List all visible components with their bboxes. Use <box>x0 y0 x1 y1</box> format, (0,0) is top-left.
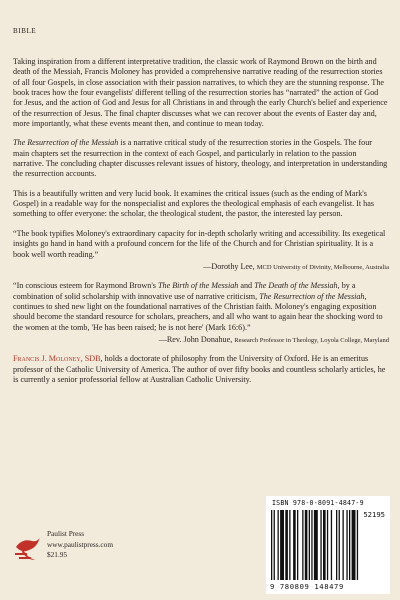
paragraph-study: The Resurrection of the Messiah is a narrative critical study of the resurrection stories in the Gospels. The four main chapters set the resurrection in the context of each Gospel, and particularly in relation to the passion narrative. The concluding chapter discusses relevant issues of history, theology, and interpretation in understanding the resurrection accounts. <box>13 138 388 179</box>
paragraph-summary: Taking inspiration from a different interpretative tradition, the classic work of Raymond Brown on the birth and death of the Messiah, Francis Moloney has provided a comprehensive narrative reading of the resurrection stories of all four Gospels, in close association with their passion narratives, to which they are the stunning response. The book traces how the four evangelists' different telling of the resurrection stories has “narrated” the action of God for Jesus, and the action of God and Jesus for all Christians in and through the early Church's belief and experience of the resurrection of Jesus. The final chapter discusses what we can recover about the events of Easter day and, more importantly, what these events meant then, and continue to mean today. <box>13 57 388 129</box>
endorser-affiliation: MCD University of Divinity, Melbourne, Australia <box>256 263 389 271</box>
endorsement-quote: “In conscious esteem for Raymond Brown's The Birth of the Messiah and The Death of the Messiah, by a combination of solid scholarship with innovative use of narrative criticism, The Resurrection of the Messiah, continues to shed new light on the foundational narratives of the Christian faith. Moloney's engaging exposition should become the standard resource for scholars, preachers, and all who want to again hear the shocking word to the women at the tomb, 'He has been raised; he is not here' (Mark 16:6).” <box>13 281 383 332</box>
isbn-number: ISBN 978-0-8091-4847-9 <box>272 499 364 507</box>
author-name: Francis J. Moloney, SDB <box>13 354 101 364</box>
barcode <box>266 496 390 594</box>
description <box>13 57 389 394</box>
publisher-info <box>47 529 113 561</box>
publisher-block <box>13 526 173 578</box>
endorsement-attribution <box>13 335 389 346</box>
publisher-name: Paulist Press <box>47 529 85 538</box>
endorsement-attribution <box>13 262 389 273</box>
endorser-name: —Dorothy Lee, <box>203 261 255 271</box>
author-bio: Francis J. Moloney, SDB, holds a doctorate of philosophy from the University of Oxford. He is an emeritus professor of the Catholic University of America. The author of over fifty books and countless scholarly articles, he is currently a senior professorial fellow at Australian Catholic University. <box>13 354 386 384</box>
price: $21.95 <box>47 550 68 559</box>
book-title: The Resurrection of the Messiah <box>13 138 119 148</box>
barcode-digits: 9 780809 148479 <box>270 582 344 591</box>
endorser-name: —Rev. John Donahue, <box>158 334 233 344</box>
paragraph-review: This is a beautifully written and very lucid book. It examines the critical issues (such as the ending of Mark's Gospel) in a readable way for the nonspecialist and explores the theological emphasis of each evangelist. It has something to offer everyone: the scholar, the theological student, the pastor, the interested lay person. <box>13 188 374 219</box>
price-code: 52195 <box>363 510 385 519</box>
dove-icon <box>13 530 41 564</box>
endorser-affiliation: Research Professor in Theology, Loyola College, Maryland <box>234 336 389 344</box>
endorsement-quote: “The book typifies Moloney's extraordinary capacity for in-depth scholarly writing and accessibility. Its exegetical insights go hand in hand with a profound concern for the life of the Church and for Christian spirituality. It is a book well worth reading.” <box>13 228 386 259</box>
category-label: BIBLE <box>13 27 37 35</box>
publisher-url: www.paulistpress.com <box>47 539 113 549</box>
barcode-icon <box>271 510 359 582</box>
